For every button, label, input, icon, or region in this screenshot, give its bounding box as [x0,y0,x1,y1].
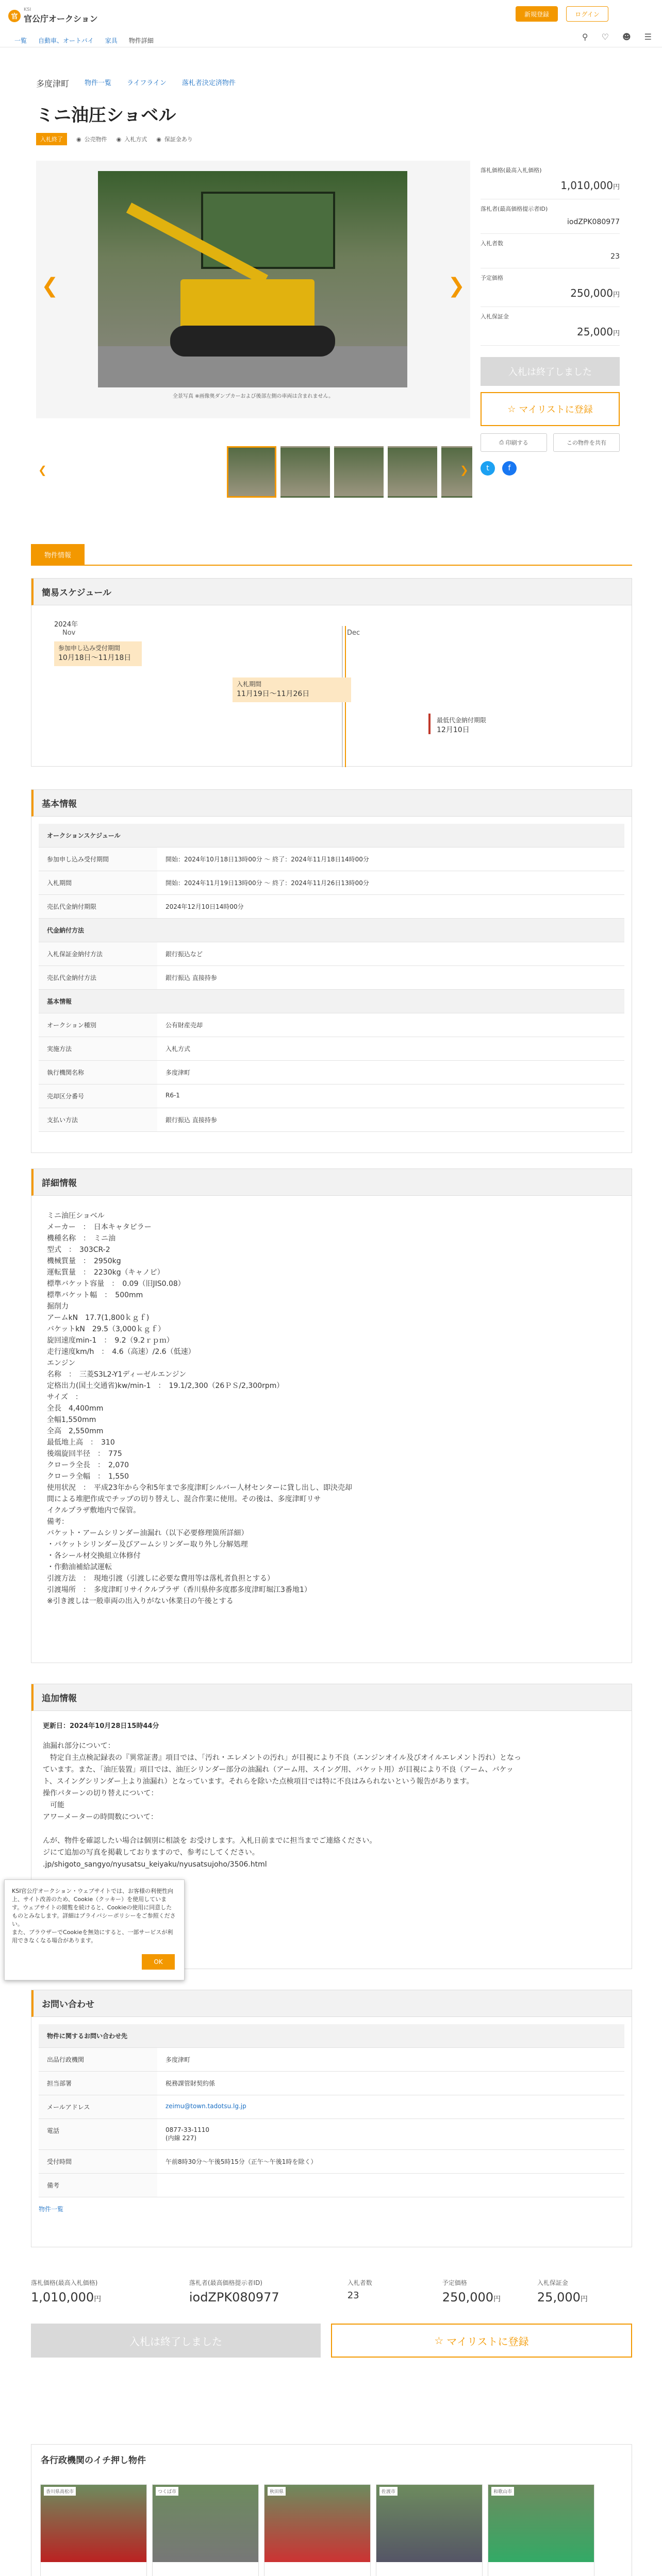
related-card[interactable]: 佐渡市 [376,2484,483,2576]
related-cards [40,2484,594,2576]
status-badge: 入札終了 [36,133,67,145]
mylist-button[interactable]: ☆ マイリストに登録 [481,392,620,426]
section-title: 簡易スケジュール [31,579,632,605]
bidder-count: 23 [610,252,620,261]
card-image [153,2485,258,2562]
table-row: 入札期間 開始：2024年11月19日13時00分 ～ 終了：2024年11月26日13時00分 [39,871,624,895]
breadcrumb [14,36,154,45]
back-to-list-link[interactable]: 物件一覧 [39,2206,64,2213]
section-title: お問い合わせ [31,1990,632,2017]
schedule-payment: 最低代金納付期限 12月10日 [437,717,487,734]
basic-info-panel [31,789,632,1153]
section-title: 詳細情報 [31,1169,632,1196]
section-title: 基本情報 [31,790,632,817]
table-row: 売払代金納付方法 銀行振込 直接持参 [39,966,624,990]
bottom-bidder-count: 23 [347,2290,359,2301]
thumbnail[interactable] [388,446,437,498]
table-row: 支払い方法 銀行振込 直接持参 [39,1108,624,1132]
item-breadcrumb [36,77,236,89]
table-row: 出品行政機関 多度津町 [39,2048,624,2072]
star-icon: ☆ [434,2334,444,2347]
section-title: 追加情報 [31,1684,632,1711]
search-icon[interactable]: ⚲ [582,32,588,42]
updated-date: 更新日：2024年10月28日15時44分 [43,1722,159,1730]
planned-price: 250,000 [570,287,613,299]
schedule-bid: 入札期間 11月19日～11月26日 [233,677,351,702]
print-icon: ⎙ [499,439,506,446]
table-row: 売払代金納付期限 2024年12月10日14時00分 [39,895,624,919]
email-link[interactable]: zeimu@town.tadotsu.lg.jp [157,2095,624,2119]
facebook-icon[interactable]: f [502,461,517,476]
card-image [41,2485,146,2562]
section-title: 各行政機関のイチ押し物件 [41,2455,146,2466]
nav-list[interactable]: 一覧 [14,37,27,44]
tab-item-info[interactable]: 物件情報 [31,544,85,565]
detail-panel [31,1168,632,1663]
bottom-bid-summary: 落札価格(最高入札価格) 1,010,000円 落札者(最高価格提示者ID) iodZPK080977 入札者数 23 予定価格 250,000円 入札保証金 25,000円 [31,2279,588,2304]
card-image [376,2485,482,2562]
contact-panel [31,1990,632,2247]
card-image [488,2485,594,2562]
bottom-bid-button-disabled: 入札は終了しました [31,2324,321,2358]
deposit: 25,000 [577,326,613,338]
schedule-entry: 参加申し込み受付期間 10月18日～11月18日 [54,641,142,666]
thumb-next-icon[interactable]: ❯ [460,464,469,476]
table-row: 担当部署 税務課管財契約係 [39,2072,624,2095]
print-button[interactable]: ⎙ 印刷する [481,433,547,452]
register-button[interactable]: 新規登録 [516,6,558,22]
image-gallery [36,161,470,418]
schedule-panel: 簡易スケジュール 2024年 Nov Dec 参加申し込み受付期間 10月18日～11月18日 入札期間 11月19日～11月26日 最低代金納付期限 12月10日 [31,578,632,767]
basic-info-table [39,824,624,1132]
table-row: 受付時間 午前8時30分～午後5時15分（正午～午後1時を除く） [39,2150,624,2174]
related-card[interactable]: 和歌山市 [488,2484,594,2576]
contact-table [39,2024,624,2197]
thumbnail[interactable] [280,446,330,498]
municipality-name: 多度津町 [36,79,70,89]
bid-button-disabled: 入札は終了しました [481,357,620,386]
cookie-banner: KSI官公庁オークション・ウェブサイトでは、お客様の利便性向上、サイト改善のため、Cookie（クッキー）を使用しています。ウェブサイトの閲覧を続けると、Cookieの使用に同意したものとみなします。詳細はプライバシーポリシーをご参照ください。 また、ブラウザーでCookieを無効にすると、一部サービスが利用できなくなる場合があります。 OK [4,1879,185,1980]
winner-id: iodZPK080977 [567,218,620,226]
table-row: 売却区分番号 R6-1 [39,1084,624,1108]
table-row: 参加申し込み受付期間 開始：2024年10月18日13時00分 ～ 終了：2024年11月18日14時00分 [39,848,624,871]
table-row: 実施方法 入札方式 [39,1037,624,1061]
card-image [264,2485,370,2562]
tag-icon: ◉ [156,135,161,143]
share-button[interactable]: この物件を共有 [553,433,620,452]
nav-current: 物件詳細 [128,37,154,44]
user-icon[interactable]: ☻ [622,32,631,42]
thumb-prev-icon[interactable]: ❮ [38,464,47,476]
login-button[interactable]: ログイン [566,6,608,22]
table-row: 代金納付方法 [39,919,624,942]
detail-text: ミニ油圧ショベル メーカー ： 日本キャタピラー 機種名称 ： ミニ油 型式 ： 303CR-2 機械質量 ： 2950kg 運転質量 ： 2230kg（キャノピ） 標準バケット容量 ： 0.09（旧JIS0.08） 標準バケット幅 ： 500mm 掘削力 アームkN 17.7(1,800ｋｇｆ) バケットkN 29.5（3,000ｋｇｆ） 旋回速度min-1 ： 9.2（9.2ｒｐｍ） 走行速度km/h ： 4.6（高速）/2.6（低速） エンジン 名称 ： 三菱S3L2-Y1ディーゼルエンジン 定格出力(国土交通省)kw/min-1 ： 19.1/2,300（26ＰＳ/2,300rpm） サイズ ： 全長 4,400mm 全幅1,550mm 全高 2,550mm 最低地上高 ： 310 後端旋回半径 ： 775 クローラ全長 ： 2,070 クローラ全幅 ： 1,550 使用状況 ： 平成23年から令和5年まで多度津町シルバー人材センターに貸し出し、即決売却 間による堆肥作成でチップの切り替えし、混合作業に使用。その後は、多度津町リサ イクルプラザ敷地内で保管。 備考： バケット・アームシリンダー油漏れ（以下必要修理箇所詳細） ・バケットシリンダー及びアームシリンダー取り外し分解処理 ・各シール材交換組立体修付 ・作動油補給試運転 引渡方法 ： 現地引渡（引渡しに必要な費用等は落札者負担とする） 引渡場所 ： 多度津町リサイクルプラザ（香川県仲多度郡多度津町堀江3番地1） ※引き渡しは一般車両の出入りがない休業日の午後とする [47,1212,352,1605]
nav-furniture[interactable]: 家具 [105,37,118,44]
star-icon: ☆ [507,403,516,415]
thumbnail-strip [227,446,472,498]
crumb-decided[interactable]: 落札者決定済物件 [181,79,236,87]
chevron-right-icon[interactable]: ❯ [448,274,465,298]
related-card[interactable]: つくば市 [152,2484,259,2576]
photo-caption: 全景写真 ※画像奥ダンプカーおよび後部左側の車両は含まれません。 [172,394,334,399]
page-title: ミニ油圧ショベル [36,105,176,126]
thumbnail[interactable] [227,446,276,498]
bottom-planned-price: 250,000 [442,2290,494,2304]
site-header [0,0,662,47]
nav-vehicles[interactable]: 自動車、オートバイ [38,37,94,44]
crumb-item-list[interactable]: 物件一覧 [85,79,112,87]
twitter-icon[interactable]: t [481,461,495,476]
winning-price: 1,010,000 [560,179,613,192]
related-card[interactable]: 香川県高松市 [40,2484,147,2576]
table-row: オークション種別 公有財産売却 [39,1013,624,1037]
bottom-winner-id: iodZPK080977 [189,2290,279,2304]
table-row: メールアドレス zeimu@town.tadotsu.lg.jp [39,2095,624,2119]
bottom-winning-price: 1,010,000 [31,2290,94,2304]
main-photo [98,171,407,387]
bottom-deposit: 25,000 [537,2290,581,2304]
cookie-ok-button[interactable]: OK [142,1954,175,1970]
table-row: オークションスケジュール [39,824,624,848]
additional-text: 油漏れ部分について： 特定自主点検記録表の『異常証書』項目では、「汚れ・エレメントの汚れ」が目視により不良（エンジンオイル及びオイルエレメント汚れ）となっ ています。また、「油圧装置」項目では、油圧シリンダー部分の油漏れ（アーム用、スイング用、バケット用）が目視により不良（アーム、バケッ ト、スイングシリンダー上より油漏れ）となっています。それらを除いた点検項目では特に不良はみられないという報告があります。 操作パターンの切り替えについて： 可能 アワーメーターの時間数について： んが、物件を確認したい場合は個別に相談を お受けします。入札日前までに担当までご連絡ください。 ジにて追加の写真を掲載しておりますので、参考にしてください。 .jp/shigoto_sangyo/nyusatsu_keiyaku/nyusatsujoho/3506.html [43,1742,522,1869]
bottom-mylist-button[interactable]: ☆ マイリストに登録 [331,2324,632,2358]
table-row: 電話 0877-33-1110 (内線 227) [39,2119,624,2150]
site-logo[interactable]: 官 KSI 官公庁オークション [8,7,98,24]
table-row: 物件に関するお問い合わせ先 [39,2024,624,2048]
tag-icon: ◉ [116,135,122,143]
related-card[interactable]: 秋田県 [264,2484,371,2576]
table-row: 入札保証金納付方法 銀行振込など [39,942,624,966]
chevron-left-icon[interactable]: ❮ [41,274,59,298]
tag-icon: ◉ [76,135,81,143]
menu-icon[interactable]: ☰ [644,32,652,42]
bid-summary: 落札価格(最高入札価格) 1,010,000円 落札者(最高価格提示者ID) iodZPK080977 入札者数 23 予定価格 250,000円 入札保証金 25,000円 入札は終了しました ☆ マイリストに登録 ⎙ 印刷する この物件を共有 t f [481,161,620,476]
item-tags: 入札終了 ◉ 公売物件 ◉ 入札方式 ◉ 保証金あり [36,133,193,145]
heart-icon[interactable]: ♡ [601,32,609,42]
table-row: 備考 [39,2174,624,2197]
thumbnail[interactable] [334,446,384,498]
logo-mark-icon: 官 [8,10,21,22]
crumb-lifeline[interactable]: ライフライン [127,79,167,87]
table-row: 基本情報 [39,990,624,1013]
table-row: 執行機関名称 多度津町 [39,1061,624,1084]
